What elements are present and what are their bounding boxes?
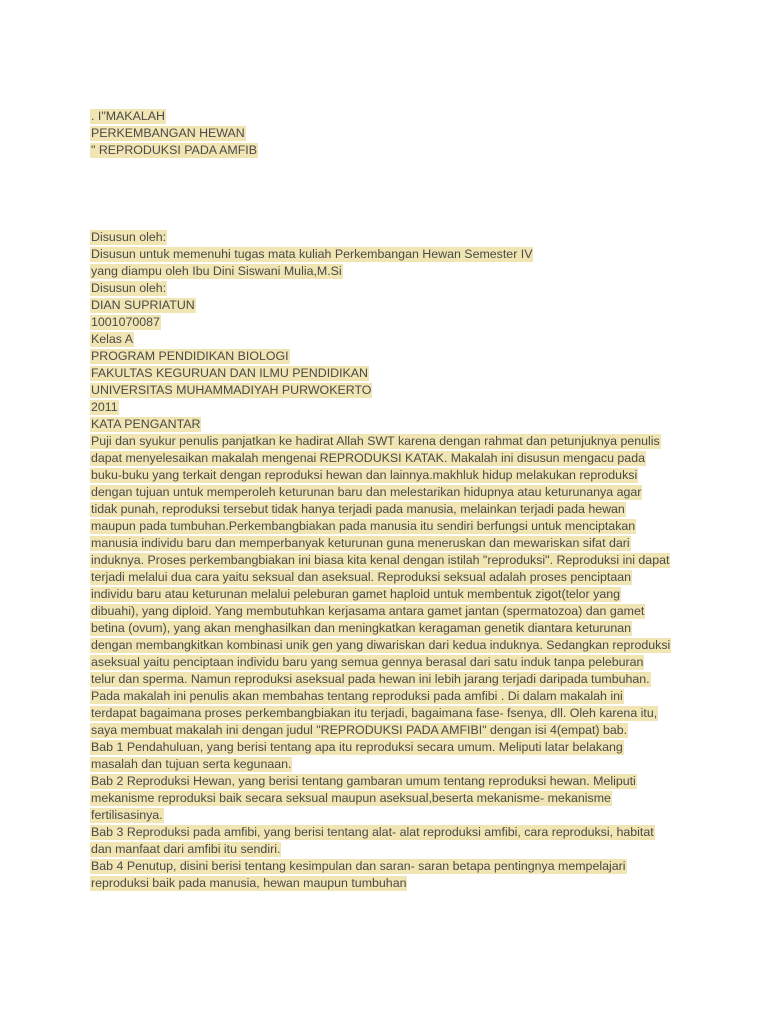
body-line: [90, 569, 690, 586]
body-line: [90, 467, 690, 484]
body-line: [90, 790, 690, 807]
body-line: [90, 705, 690, 722]
highlighted-text: aseksual yaitu penciptaan individu baru yang semua gennya berasal dari satu induk tanpa peleburan: [91, 655, 644, 669]
cover-line: [90, 314, 690, 331]
body-line: [90, 858, 690, 875]
highlighted-text: DIAN SUPRIATUN: [91, 298, 195, 312]
cover-line: [90, 348, 690, 365]
cover-line: [90, 263, 690, 280]
body-line: [90, 654, 690, 671]
body-line: [90, 586, 690, 603]
cover-line: [90, 280, 690, 297]
body-line: [90, 722, 690, 739]
cover-line: [90, 399, 690, 416]
highlighted-text: mekanisme reproduksi baik secara seksual maupun aseksual,beserta mekanisme- mekanisme: [91, 791, 611, 805]
highlighted-text: saya membuat makalah ini dengan judul "REPRODUKSI PADA AMFIBI" dengan isi 4(empat) bab.: [91, 723, 628, 737]
highlighted-text: " REPRODUKSI PADA AMFIB: [91, 143, 257, 157]
body-text-block: [90, 433, 690, 892]
body-line: [90, 688, 690, 705]
title-block: [90, 108, 690, 159]
highlighted-text: FAKULTAS KEGURUAN DAN ILMU PENDIDIKAN: [91, 366, 369, 380]
highlighted-text: Bab 3 Reproduksi pada amfibi, yang berisi tentang alat- alat reproduksi amfibi, cara reproduksi, habitat: [91, 825, 654, 839]
body-line: [90, 501, 690, 518]
highlighted-text: Disusun oleh:: [91, 281, 167, 295]
highlighted-text: buku-buku yang terkait dengan reproduksi hewan dan lainnya.makhluk hidup melakukan reproduksi: [91, 468, 638, 482]
cover-line: [90, 246, 690, 263]
highlighted-text: Disusun untuk memenuhi tugas mata kuliah Perkembangan Hewan Semester IV: [91, 247, 533, 261]
highlighted-text: Bab 1 Pendahuluan, yang berisi tentang apa itu reproduksi secara umum. Meliputi latar belakang: [91, 740, 623, 754]
body-line: [90, 450, 690, 467]
body-line: [90, 620, 690, 637]
highlighted-text: yang diampu oleh Ibu Dini Siswani Mulia,M.Si: [91, 264, 342, 278]
highlighted-text: dan manfaat dari amfibi itu sendiri.: [91, 842, 281, 856]
highlighted-text: terjadi melalui dua cara yaitu seksual dan aseksual. Reproduksi seksual adalah proses penciptaan: [91, 570, 632, 584]
highlighted-text: betina (ovum), yang akan menghasilkan dan meningkatkan keragaman genetik diantara keturunan: [91, 621, 632, 635]
highlighted-text: 1001070087: [91, 315, 160, 329]
highlighted-text: tidak punah, reproduksi tersebut tidak hanya terjadi pada manusia, melainkan terjadi pada hewan: [91, 502, 625, 516]
body-line: [90, 603, 690, 620]
highlighted-text: dibuahi), yang diploid. Yang membutuhkan kerjasama antara gamet jantan (spermatozoa) dan gamet: [91, 604, 645, 618]
cover-line: [90, 365, 690, 382]
body-line: [90, 824, 690, 841]
body-line: [90, 552, 690, 569]
highlighted-text: fertilisasinya.: [91, 808, 163, 822]
section-heading: [90, 416, 690, 433]
highlighted-text: PROGRAM PENDIDIKAN BIOLOGI: [91, 349, 289, 363]
highlighted-text: Puji dan syukur penulis panjatkan ke hadirat Allah SWT karena dengan rahmat dan petunjuknya penulis: [91, 434, 660, 448]
highlighted-text: 2011: [91, 400, 118, 414]
highlighted-text: Bab 2 Reproduksi Hewan, yang berisi tentang gambaran umum tentang reproduksi hewan. Meliputi: [91, 774, 636, 788]
highlighted-text: terdapat bagaimana proses perkembangbiakan itu terjadi, bagaimana fase- fsenya, dll. Oleh karena itu,: [91, 706, 658, 720]
highlighted-text: Pada makalah ini penulis akan membahas tentang reproduksi pada amfibi . Di dalam makalah ini: [91, 689, 623, 703]
title-line: [90, 125, 690, 142]
highlighted-text: PERKEMBANGAN HEWAN: [91, 126, 245, 140]
body-line: [90, 484, 690, 501]
cover-line: [90, 297, 690, 314]
body-line: [90, 807, 690, 824]
highlighted-text: Bab 4 Penutup, disini berisi tentang kesimpulan dan saran- saran betapa pentingnya mempelajari: [91, 859, 626, 873]
highlighted-text: masalah dan tujuan serta kegunaan.: [91, 757, 292, 771]
cover-line: [90, 382, 690, 399]
body-line: [90, 756, 690, 773]
body-line: [90, 773, 690, 790]
highlighted-text: manusia individu baru dan memperbanyak keturunan guna meneruskan dan mewariskan sifat dari: [91, 536, 630, 550]
highlighted-text: individu baru atau keturunan melalui peleburan gamet haploid untuk membentuk zigot(telor yang: [91, 587, 620, 601]
cover-line: [90, 229, 690, 246]
body-line: [90, 518, 690, 535]
highlighted-text: dapat menyelesaikan makalah mengenai REPRODUKSI KATAK. Makalah ini disusun mengacu pada: [91, 451, 645, 465]
title-line: [90, 108, 690, 125]
body-line: [90, 875, 690, 892]
highlighted-text: dengan tujuan untuk memperoleh keturunan baru dan melestarikan hidupnya atau keturunanya agar: [91, 485, 642, 499]
highlighted-text: maupun pada tumbuhan.Perkembangbiakan pada manusia itu sendiri berfungsi untuk menciptakan: [91, 519, 636, 533]
highlighted-text: Disusun oleh:: [91, 230, 167, 244]
body-line: [90, 739, 690, 756]
highlighted-text: dengan membangkitkan kombinasi unik gen yang diwariskan dari kedua induknya. Sedangkan reproduksi: [91, 638, 671, 652]
body-line: [90, 535, 690, 552]
highlighted-text: reproduksi baik pada manusia, hewan maupun tumbuhan: [91, 876, 407, 890]
highlighted-text: telur dan sperma. Namun reproduksi aseksual pada hewan ini lebih jarang terjadi daripada tumbuhan.: [91, 672, 650, 686]
body-line: [90, 433, 690, 450]
body-line: [90, 671, 690, 688]
body-line: [90, 841, 690, 858]
cover-line: [90, 331, 690, 348]
highlighted-text: Kelas A: [91, 332, 134, 346]
cover-info-block: [90, 229, 690, 433]
highlighted-text: KATA PENGANTAR: [91, 417, 201, 431]
highlighted-text: . I"MAKALAH: [91, 109, 165, 123]
title-line: [90, 142, 690, 159]
highlighted-text: UNIVERSITAS MUHAMMADIYAH PURWOKERTO: [91, 383, 372, 397]
body-line: [90, 637, 690, 654]
highlighted-text: induknya. Proses perkembangbiakan ini biasa kita kenal dengan istilah "reproduksi". Reproduksi ini dapat: [91, 553, 670, 567]
